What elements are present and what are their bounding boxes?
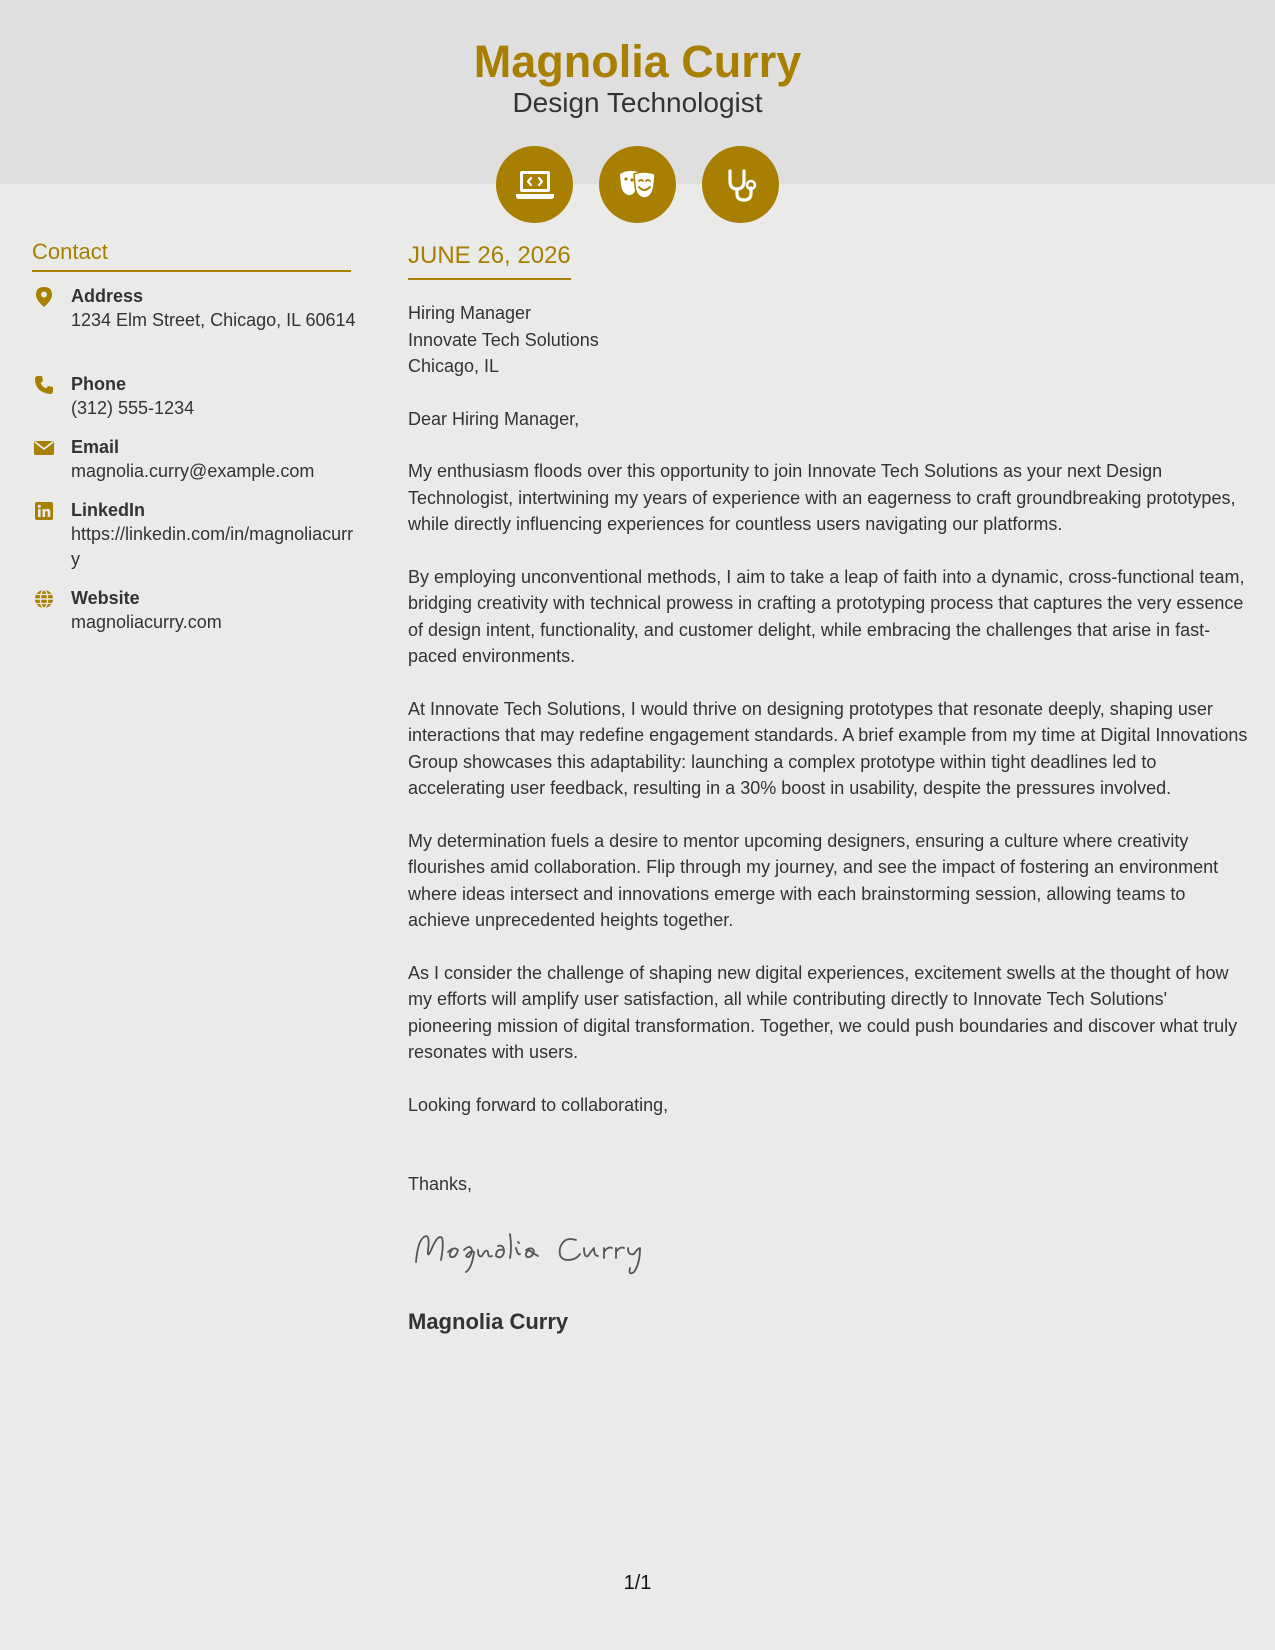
stethoscope-badge (702, 146, 779, 223)
recipient-block (408, 300, 1250, 380)
linkedin-label: LinkedIn (71, 500, 146, 520)
body-paragraph: As I consider the challenge of shaping new digital experiences, excitement swells at the thought of how my efforts will amplify user satisfaction, all while contributing directly to Innovate Tech Solutions' pioneering mission of digital transformation. Together, we could push boundaries and discover what truly resonates with users. (408, 962, 1238, 1062)
recipient-line: Hiring Manager (408, 303, 532, 323)
body-paragraph: My enthusiasm floods over this opportunity to join Innovate Tech Solutions as your next Design Technologist, intertwining my years of experience with an eagerness to craft groundbreaking prototypes, while directly influencing experiences for countless users navigating our platforms. (408, 461, 1236, 534)
contact-heading: Contact (32, 239, 108, 264)
letter-date: JUNE 26, 2026 (408, 238, 571, 280)
map-pin-icon (32, 286, 56, 308)
address-value: 1234 Elm Street, Chicago, IL 60614 (71, 310, 356, 330)
globe-icon (32, 588, 56, 610)
theater-masks-icon (618, 168, 658, 202)
phone-icon (32, 374, 56, 396)
closing-line: Looking forward to collaborating, (408, 1094, 669, 1115)
linkedin-icon (32, 500, 56, 522)
contact-divider (32, 270, 351, 272)
recipient-line: Innovate Tech Solutions (408, 329, 599, 350)
recipient-line: Chicago, IL (408, 356, 500, 376)
sign-off: Thanks, (408, 1174, 473, 1194)
signer-name: Magnolia Curry (408, 1309, 569, 1334)
linkedin-value[interactable]: https://linkedin.com/in/magnoliacurry (71, 524, 354, 569)
body-paragraph: By employing unconventional methods, I aim to take a leap of faith into a dynamic, cross-functional team, bridging creativity with technical prowess in crafting a prototyping process that captures the very essence of design intent, functionality, and customer delight, while embracing the challenges that arise in fast-paced environments. (408, 566, 1245, 666)
email-label: Email (71, 437, 120, 457)
page-number: 1/1 (623, 1572, 652, 1594)
job-title: Design Technologist (512, 87, 763, 118)
salutation: Dear Hiring Manager, (408, 408, 580, 429)
icon-badges (496, 146, 780, 223)
phone-label: Phone (71, 374, 127, 394)
website-value[interactable]: magnoliacurry.com (71, 612, 222, 632)
address-label: Address (71, 286, 144, 306)
handwritten-signature (408, 1220, 688, 1282)
theater-masks-badge (599, 146, 676, 223)
body-paragraph: At Innovate Tech Solutions, I would thrive on designing prototypes that resonate deeply, shaping user interactions that may redefine engagement standards. A brief example from my time at Digital Innovations Group showcases this adaptability: launching a complex prototype within tight deadlines led to accelerating user feedback, resulting in a 30% boost in usability, despite the pressures involved. (408, 698, 1248, 798)
laptop-code-icon (515, 168, 555, 202)
laptop-code-badge (496, 146, 573, 223)
stethoscope-icon (723, 167, 759, 203)
website-label: Website (71, 588, 140, 608)
body-paragraph: My determination fuels a desire to mentor upcoming designers, ensuring a culture where creativity flourishes amid collaboration. Flip through my journey, and see the impact of fostering an environment where ideas intersect and innovations emerge with each brainstorming session, allowing teams to achieve unprecedented heights together. (408, 830, 1219, 930)
letter-body (408, 238, 1250, 1337)
email-value[interactable]: magnolia.curry@example.com (71, 461, 315, 481)
phone-value: (312) 555-1234 (71, 398, 195, 418)
envelope-icon (32, 437, 56, 459)
applicant-name: Magnolia Curry (473, 36, 802, 87)
